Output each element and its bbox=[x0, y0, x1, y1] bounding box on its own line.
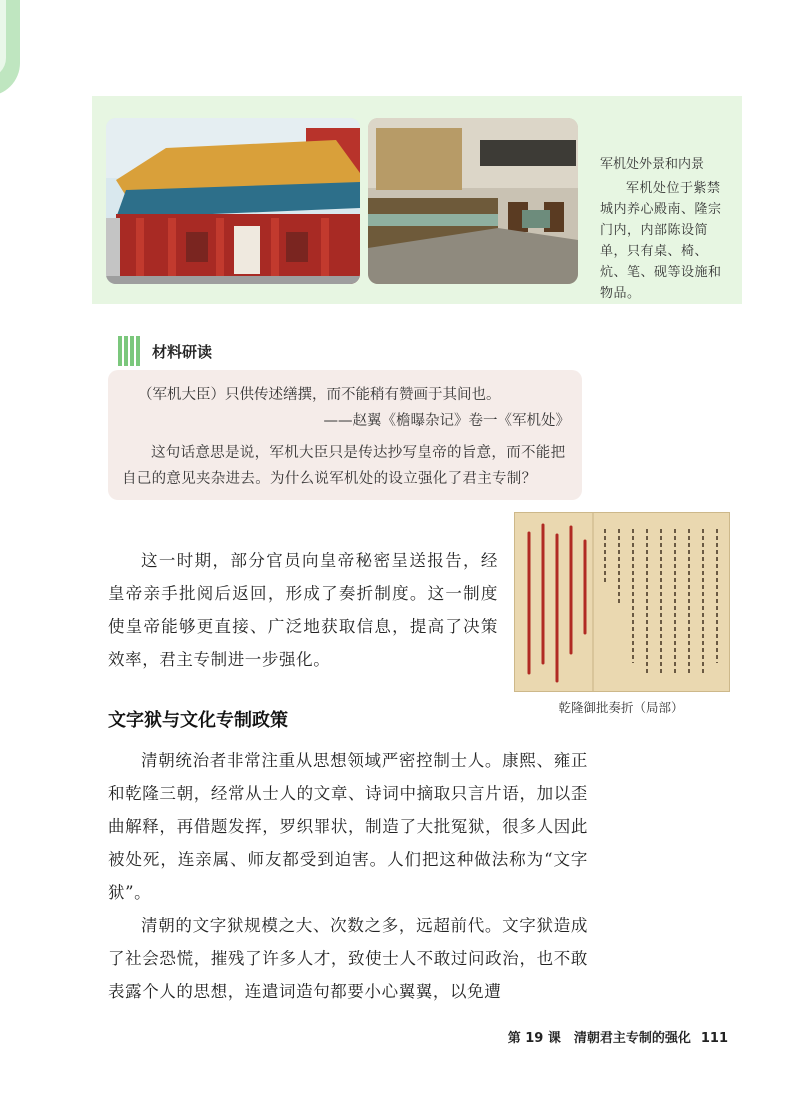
page-number: 111 bbox=[700, 1031, 728, 1046]
paragraph-literary-inquisition: 清朝统治者非常注重从思想领域严密控制士人。康熙、雍正和乾隆三朝，经常从士人的文章、诗词中摘取只言片语，加以歪曲解释，再借题发挥，罗织罪状，制造了大批冤狱，很多人因此被处死，连亲属、师友都受到迫害。人们把这种做法称为“文字狱”。 bbox=[108, 751, 588, 902]
green-bars-icon bbox=[118, 336, 140, 366]
junjichu-exterior-photo bbox=[106, 118, 360, 284]
junjichu-interior-photo bbox=[368, 118, 578, 284]
photo-panel bbox=[92, 96, 742, 304]
study-note: 这句话意思是说，军机大臣只是传达抄写皇帝的旨意，而不能把自己的意见夹杂进去。为什么说军机处的设立强化了君主专制？ bbox=[122, 445, 566, 487]
photo-caption-text: 军机处位于紫禁城内养心殿南、隆宗门内，内部陈设简单，只有桌、椅、炕、笔、砚等设施和物品。 bbox=[600, 181, 722, 301]
material-study-box bbox=[108, 370, 582, 500]
material-study-header bbox=[118, 336, 212, 366]
qianlong-memorial-image bbox=[514, 512, 730, 692]
paragraph-memorial-system: 这一时期，部分官员向皇帝秘密呈送报告，经皇帝亲手批阅后返回，形成了奏折制度。这一制度使皇帝能够更直接、广泛地获取信息，提高了决策效率，君主专制进一步强化。 bbox=[108, 551, 498, 669]
memorial-caption: 乾隆御批奏折（局部） bbox=[558, 700, 684, 715]
photo-caption bbox=[600, 154, 732, 304]
section-heading: 文字狱与文化专制政策 bbox=[108, 710, 288, 731]
photo-caption-title: 军机处外景和内景 bbox=[600, 157, 705, 172]
corner-decoration bbox=[0, 0, 20, 96]
study-quote-source: ——赵翼《檐曝杂记》卷一《军机处》 bbox=[323, 413, 570, 429]
material-study-title: 材料研读 bbox=[152, 342, 213, 361]
footer-lesson-title: 第 19 课 清朝君主专制的强化 bbox=[507, 1031, 691, 1046]
page-footer bbox=[508, 1027, 728, 1046]
paragraph-inquisition-scale: 清朝的文字狱规模之大、次数之多，远超前代。文字狱造成了社会恐慌，摧残了许多人才，致使士人不敢过问政治，也不敢表露个人的思想，连遣词造句都要小心翼翼，以免遭 bbox=[108, 916, 588, 1001]
study-quote: （军机大臣）只供传述缮撰，而不能稍有赞画于其间也。 bbox=[138, 387, 501, 403]
